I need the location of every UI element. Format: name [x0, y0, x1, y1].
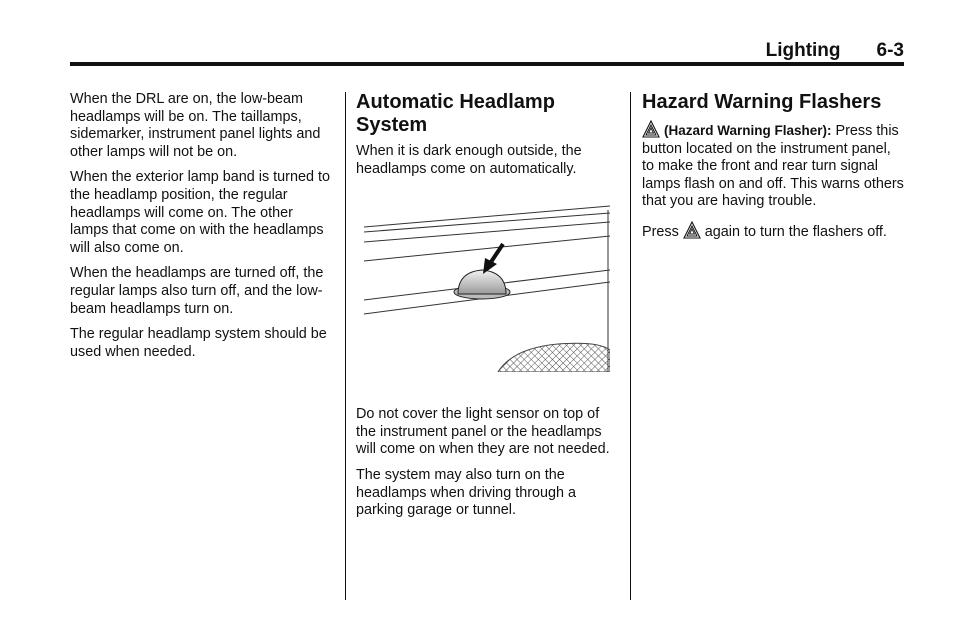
- paragraph: Do not cover the light sensor on top of the instrument panel or the headlamps will come on when they are not needed.: [356, 406, 610, 458]
- hazard-off-instruction: [642, 221, 904, 242]
- header-rule: [70, 62, 904, 66]
- hazard-description: [642, 120, 904, 211]
- hazard-triangle-icon: [642, 120, 660, 138]
- hazard-lead-label: (Hazard Warning Flasher):: [664, 123, 832, 138]
- section-heading: Automatic Headlamp System: [356, 91, 555, 136]
- column-middle: [356, 91, 618, 528]
- paragraph: When the headlamps are turned off, the regular lamps also turn off, and the low-beam headlamps turn on.: [70, 265, 324, 317]
- column-left: [70, 91, 334, 369]
- section-title: Lighting: [765, 40, 841, 61]
- column-divider: [345, 92, 346, 600]
- column-right: [642, 91, 904, 250]
- paragraph: When it is dark enough outside, the headlamps come on automatically.: [356, 143, 582, 177]
- hazard-lead-text: Press this button located on the instrument panel, to make the front and rear turn signal lamps flash on and off. This warns others that you are having trouble.: [642, 123, 904, 210]
- light-sensor-illustration: [358, 200, 610, 372]
- press-text: Press: [642, 223, 679, 240]
- page-number: 6-3: [876, 40, 904, 61]
- press-after-text: again to turn the flashers off.: [704, 223, 887, 240]
- paragraph: When the exterior lamp band is turned to the headlamp position, the regular headlamps will come on. The other lamps that come on with the headlamps will also come on.: [70, 169, 330, 256]
- paragraph: When the DRL are on, the low-beam headlamps will be on. The taillamps, sidemarker, instrument panel lights and other lamps will not be on.: [70, 91, 321, 160]
- column-divider: [630, 92, 631, 600]
- paragraph: The system may also turn on the headlamps when driving through a parking garage or tunnel.: [356, 466, 576, 519]
- paragraph: The regular headlamp system should be used when needed.: [70, 326, 327, 360]
- hazard-triangle-icon: [683, 221, 701, 239]
- page-header: [70, 40, 904, 62]
- section-heading: Hazard Warning Flashers: [642, 91, 882, 113]
